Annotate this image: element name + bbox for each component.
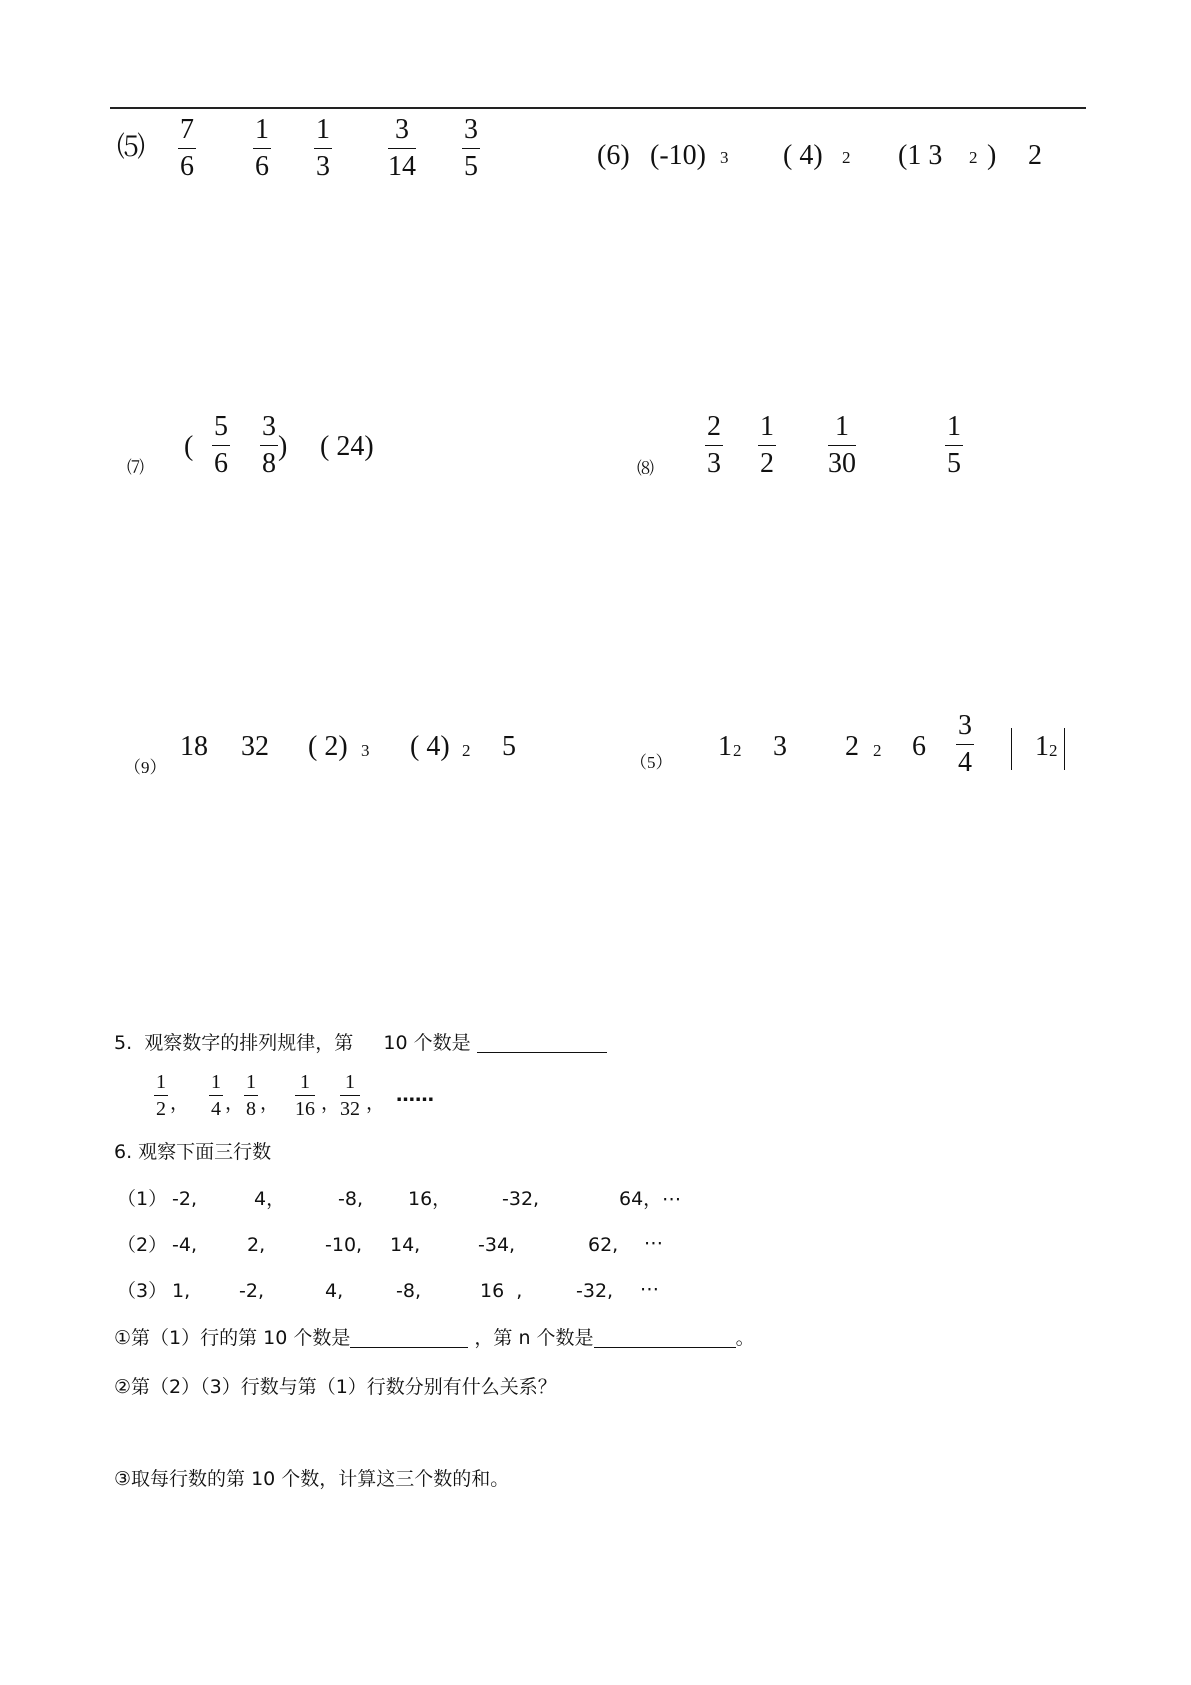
row-2-label: （2） [117, 1234, 168, 1256]
separator: ， [366, 1092, 386, 1114]
exponent: 3 [361, 741, 370, 760]
sub-question-1 [114, 1329, 755, 1348]
problem-8-label: ⑻ [637, 459, 654, 478]
denominator: 8 [246, 1098, 256, 1120]
fraction [178, 116, 196, 181]
fraction [462, 116, 480, 181]
denominator: 5 [947, 448, 961, 479]
denominator: 14 [388, 151, 416, 182]
sub-question-2: ②第（2）（3）行数与第（1）行数分别有什么关系？ [114, 1376, 557, 1398]
row-item: 1, [172, 1280, 191, 1302]
expr-term: 1 [1035, 731, 1049, 762]
answer-blank-10th[interactable] [350, 1329, 468, 1348]
numerator: 1 [835, 411, 849, 442]
period: 。 [735, 1327, 755, 1349]
numerator: 3 [262, 411, 276, 442]
row-item: 4， [254, 1188, 286, 1210]
numerator: 1 [246, 1071, 256, 1093]
question-5-text [114, 1034, 607, 1053]
denominator: 3 [316, 151, 330, 182]
answer-blank[interactable] [477, 1034, 607, 1053]
expr-term: 3 [773, 731, 787, 762]
numerator: 3 [395, 114, 409, 145]
row-item: ⋯ [644, 1232, 663, 1254]
expr-term: ( 24) [320, 431, 374, 462]
exponent: 2 [873, 741, 882, 760]
row-item: -8, [396, 1280, 421, 1302]
open-paren: ( [184, 431, 194, 462]
expr-term: 6 [912, 731, 926, 762]
question-5-prompt: 5. 观察数字的排列规律，第 10 个数是 [114, 1032, 471, 1054]
row-item: -32, [502, 1188, 540, 1210]
numerator: 1 [316, 114, 330, 145]
fraction [388, 116, 416, 181]
fraction [212, 413, 230, 478]
row-item: -2, [239, 1280, 264, 1302]
row-item: -4, [172, 1234, 197, 1256]
sequence-fraction [340, 1072, 360, 1119]
separator: ， [321, 1092, 341, 1114]
exponent: 2 [969, 148, 978, 167]
numerator: 5 [214, 411, 228, 442]
question-6-title: 6. 观察下面三行数 [114, 1141, 272, 1163]
denominator: 32 [340, 1098, 360, 1120]
abs-bar-right [1064, 728, 1065, 770]
exponent: 2 [733, 741, 742, 760]
sub-question-1-prompt: ①第（1）行的第 10 个数是 [114, 1327, 351, 1349]
row-item: 16 , [480, 1280, 523, 1302]
numerator: 1 [300, 1071, 310, 1093]
problem-label: （5） [630, 753, 673, 772]
expr-term: 1 [718, 731, 732, 762]
expr-term: ( 2) [308, 731, 348, 762]
answer-blank-nth[interactable] [594, 1329, 736, 1348]
expr-term: (1 3 [898, 140, 943, 171]
fraction [314, 116, 332, 181]
expr-term: 2 [845, 731, 859, 762]
fraction [705, 413, 723, 478]
denominator: 2 [760, 448, 774, 479]
numerator: 1 [760, 411, 774, 442]
sequence-fraction [295, 1072, 315, 1119]
row-item: 62, [588, 1234, 619, 1256]
row-item: 4, [325, 1280, 344, 1302]
row-item: 16， [408, 1188, 452, 1210]
row-item: 14, [390, 1234, 421, 1256]
denominator: 30 [828, 448, 856, 479]
expr-term: 18 [180, 731, 208, 762]
denominator: 3 [707, 448, 721, 479]
sequence-fraction [154, 1072, 168, 1119]
row-item: -8, [338, 1188, 363, 1210]
sub-question-1-prompt-n: ，第 n 个数是 [468, 1327, 594, 1349]
row-item: 2, [247, 1234, 266, 1256]
denominator: 8 [262, 448, 276, 479]
separator: ， [260, 1092, 280, 1114]
denominator: 16 [295, 1098, 315, 1120]
abs-bar-left [1011, 728, 1012, 770]
numerator: 2 [707, 411, 721, 442]
fraction [828, 413, 856, 478]
denominator: 6 [214, 448, 228, 479]
expr-term: 2 [1028, 140, 1042, 171]
fraction [956, 712, 974, 777]
problem-9-label: （9） [124, 758, 167, 777]
numerator: 3 [958, 710, 972, 741]
numerator: 7 [180, 114, 194, 145]
expr-term: ( 4) [783, 140, 823, 171]
row-1-label: （1） [117, 1188, 168, 1210]
sub-question-3: ③取每行数的第 10 个数，计算这三个数的和。 [114, 1468, 510, 1490]
denominator: 6 [180, 151, 194, 182]
denominator: 5 [464, 151, 478, 182]
numerator: 1 [156, 1071, 166, 1093]
expr-term: 5 [502, 731, 516, 762]
row-item: -32, [576, 1280, 614, 1302]
row-item: -2, [172, 1188, 197, 1210]
problem-6-label: (6) [597, 140, 630, 171]
denominator: 4 [958, 747, 972, 778]
row-item: -10, [325, 1234, 363, 1256]
sequence-fraction [209, 1072, 223, 1119]
expr-term: ) [987, 140, 997, 171]
expr-term: ( 4) [410, 731, 450, 762]
exponent: 3 [720, 148, 729, 167]
separator: ， [170, 1092, 190, 1114]
top-rule [110, 107, 1086, 109]
ellipsis: …… [396, 1084, 434, 1106]
numerator: 1 [947, 411, 961, 442]
numerator: 3 [464, 114, 478, 145]
row-item: -34, [478, 1234, 516, 1256]
denominator: 6 [255, 151, 269, 182]
exponent: 2 [462, 741, 471, 760]
denominator: 2 [156, 1098, 166, 1120]
expr-term: (-10) [650, 140, 706, 171]
numerator: 1 [211, 1071, 221, 1093]
fraction [758, 413, 776, 478]
problem-7-label: ⑺ [127, 458, 144, 477]
numerator: 1 [255, 114, 269, 145]
row-item: 64，⋯ [619, 1188, 682, 1210]
fraction [253, 116, 271, 181]
exponent: 2 [842, 148, 851, 167]
close-paren: ) [278, 431, 288, 462]
denominator: 4 [211, 1098, 221, 1120]
fraction [260, 413, 278, 478]
expr-term: 32 [241, 731, 269, 762]
problem-5-label: ⑸ [117, 132, 146, 163]
row-3-label: （3） [117, 1280, 168, 1302]
fraction [945, 413, 963, 478]
separator: ， [225, 1092, 245, 1114]
numerator: 1 [345, 1071, 355, 1093]
row-item: ⋯ [640, 1278, 659, 1300]
sequence-fraction [244, 1072, 258, 1119]
exponent: 2 [1049, 741, 1058, 760]
